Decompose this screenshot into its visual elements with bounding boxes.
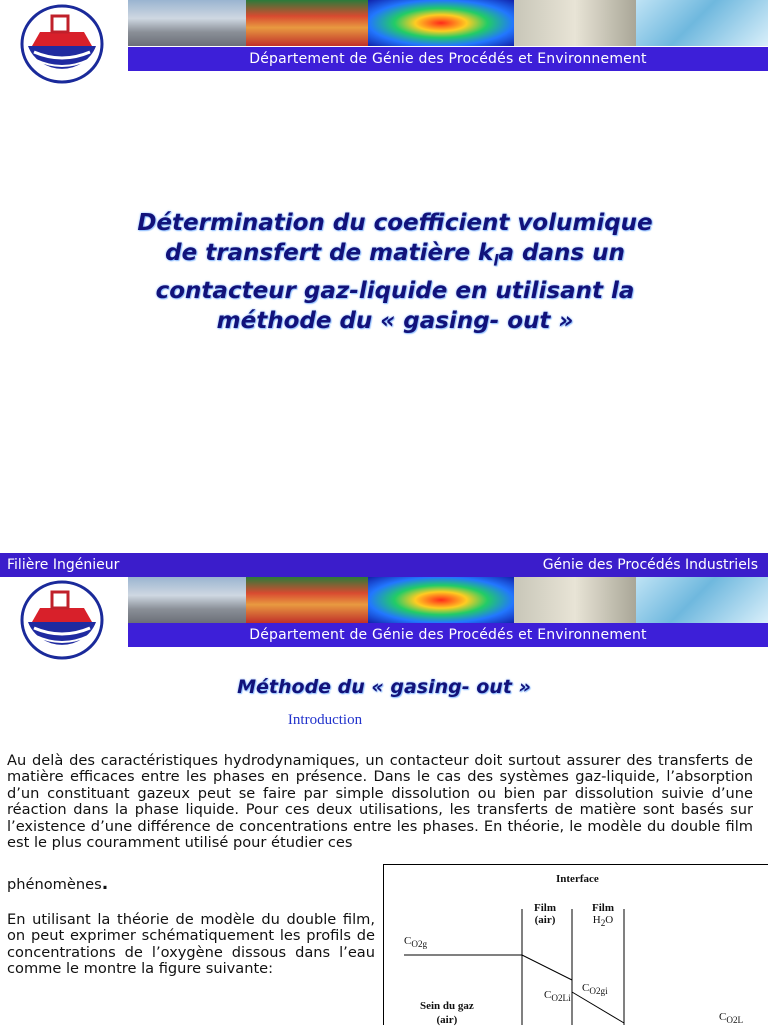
header-banner-images-2 xyxy=(128,577,768,623)
bubbles-photo xyxy=(636,0,768,46)
title-line-3: contacteur gaz-liquide en utilisant la xyxy=(155,277,635,304)
footer-right: Génie des Procédés Industriels xyxy=(542,557,758,573)
document-title xyxy=(80,208,710,336)
film-air-label: Film (air) xyxy=(534,902,556,926)
department-bar-2: Département de Génie des Procédés et Environnement xyxy=(128,623,768,647)
footer-left: Filière Ingénieur xyxy=(7,557,120,573)
lab-photo xyxy=(514,0,636,46)
gas-bulk-label: Sein du gaz (air) xyxy=(420,1000,474,1026)
simulation-image-2 xyxy=(368,577,514,623)
introduction-label: Introduction xyxy=(287,712,363,728)
university-logo xyxy=(14,2,114,86)
title-line-2: de transfert de matière $k_la$ dans un xyxy=(165,240,625,270)
footer-bar xyxy=(0,553,768,577)
plant-photo xyxy=(128,0,246,46)
film-water-label: Film $H_2O$ xyxy=(592,902,614,929)
title-line-1: Détermination du coefficient volumique xyxy=(137,210,653,236)
title-line-4: méthode du « gasing- out » xyxy=(216,307,574,334)
paragraph-1-end: phénomènes. xyxy=(7,874,109,894)
paragraph-2: En utilisant la théorie de modèle du double film, on peut exprimer schématiquement les profils de concentrations de l’oxygène dissous dans l’eau comme le montre la figure suivante: xyxy=(7,911,375,978)
interface-label: Interface xyxy=(556,873,599,885)
plant-photo-2 xyxy=(128,577,246,623)
header-banner-images xyxy=(128,0,768,46)
c-o2l-label: $C_{O2L}$ xyxy=(719,1011,744,1026)
university-logo-2 xyxy=(14,578,114,662)
lab-photo-2 xyxy=(514,577,636,623)
simulation-image xyxy=(368,0,514,46)
bubbles-photo-2 xyxy=(636,577,768,623)
department-bar: Département de Génie des Procédés et Environnement xyxy=(128,47,768,71)
pipe-photo xyxy=(246,0,368,46)
section-heading: Méthode du « gasing- out » xyxy=(237,676,531,698)
double-film-figure xyxy=(383,864,768,1025)
c-o2li-label: $C_{O2Li}$ xyxy=(544,989,571,1004)
c-o2g-label: $C_{O2g}$ xyxy=(404,935,428,950)
c-o2gi-label: $C_{O2gi}$ xyxy=(582,982,608,997)
pipe-photo-2 xyxy=(246,577,368,623)
paragraph-1: Au delà des caractéristiques hydrodynamiques, un contacteur doit surtout assurer des transferts de matière efficaces entre les phases en présence. Dans le cas des systèmes gaz-liquide, l’absorption d’un constituant gazeux peut se faire par simple dissolution ou bien par dissolution suivie d’une réaction dans la phase liquide. Pour ces deux utilisations, les transferts de matière sont basés sur l’existence d’une différence de concentrations entre les phases. En théorie, le modèle du double film est le plus couramment utilisé pour étudier ces xyxy=(7,752,753,852)
